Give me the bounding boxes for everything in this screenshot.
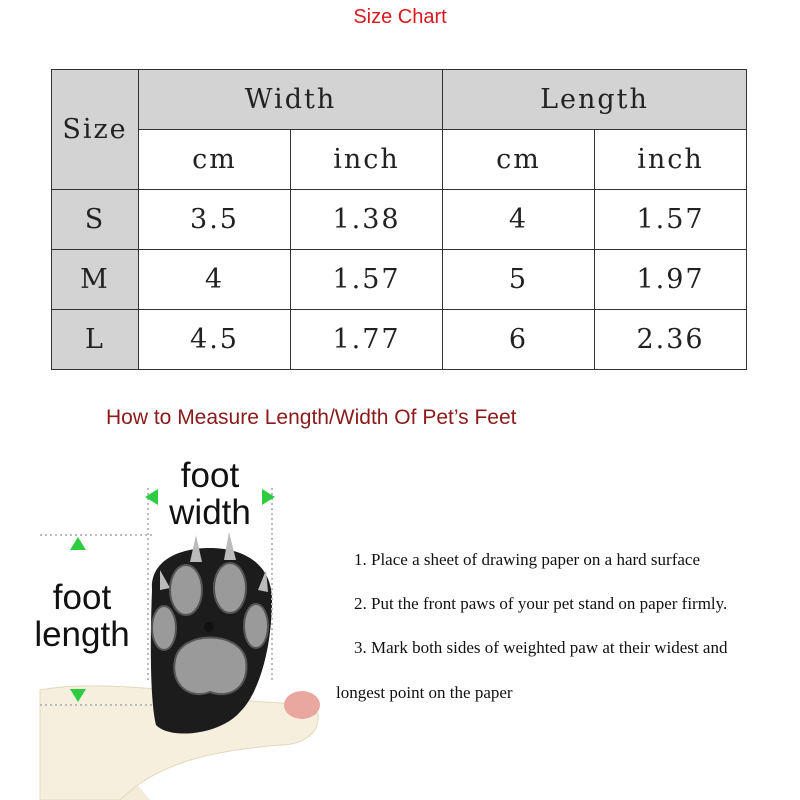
claw bbox=[224, 532, 236, 560]
unit-header-width-cm: cm bbox=[139, 130, 291, 190]
width-cm-cell: 3.5 bbox=[139, 190, 291, 250]
length-inch-cell: 1.97 bbox=[595, 250, 747, 310]
table-unit-row bbox=[52, 130, 747, 190]
toe-pad bbox=[214, 563, 246, 613]
table-row bbox=[52, 310, 747, 370]
center-dot bbox=[204, 622, 214, 632]
unit-header-width-inch: inch bbox=[291, 130, 443, 190]
width-inch-cell: 1.77 bbox=[291, 310, 443, 370]
main-pad bbox=[174, 638, 246, 695]
length-cm-cell: 4 bbox=[443, 190, 595, 250]
step-1: 1. Place a sheet of drawing paper on a hard surface bbox=[354, 550, 700, 569]
arrow-up-icon bbox=[70, 537, 86, 550]
table-row bbox=[52, 250, 747, 310]
table-row bbox=[52, 190, 747, 250]
unit-header-length-cm: cm bbox=[443, 130, 595, 190]
length-inch-cell: 2.36 bbox=[595, 310, 747, 370]
foot-length-label: foot length bbox=[34, 578, 130, 654]
toe-pad bbox=[152, 606, 176, 650]
measure-subtitle: How to Measure Length/Width Of Pet’s Feet bbox=[106, 406, 517, 429]
width-inch-cell: 1.38 bbox=[291, 190, 443, 250]
step-2: 2. Put the front paws of your pet stand on paper firmly. bbox=[354, 594, 728, 613]
step-3-continued: longest point on the paper bbox=[336, 683, 513, 702]
size-cell: L bbox=[52, 310, 139, 370]
page-title: Size Chart bbox=[353, 6, 447, 28]
length-inch-cell: 1.57 bbox=[595, 190, 747, 250]
nose-tip bbox=[284, 691, 320, 719]
size-column-header: Size bbox=[52, 70, 139, 190]
size-chart-table bbox=[51, 69, 747, 370]
foot-width-label: foot width bbox=[169, 456, 251, 532]
unit-header-length-inch: inch bbox=[595, 130, 747, 190]
width-group-header: Width bbox=[139, 70, 443, 130]
arrow-right-icon bbox=[262, 489, 275, 505]
length-cm-cell: 6 bbox=[443, 310, 595, 370]
width-inch-cell: 1.57 bbox=[291, 250, 443, 310]
width-cm-cell: 4 bbox=[139, 250, 291, 310]
width-cm-cell: 4.5 bbox=[139, 310, 291, 370]
length-cm-cell: 5 bbox=[443, 250, 595, 310]
arrow-left-icon bbox=[145, 489, 158, 505]
table-header-row bbox=[52, 70, 747, 130]
toe-pad bbox=[170, 565, 202, 615]
step-3: 3. Mark both sides of weighted paw at their widest and bbox=[354, 638, 728, 657]
size-cell: M bbox=[52, 250, 139, 310]
length-group-header: Length bbox=[443, 70, 747, 130]
size-cell: S bbox=[52, 190, 139, 250]
toe-pad bbox=[244, 604, 268, 648]
